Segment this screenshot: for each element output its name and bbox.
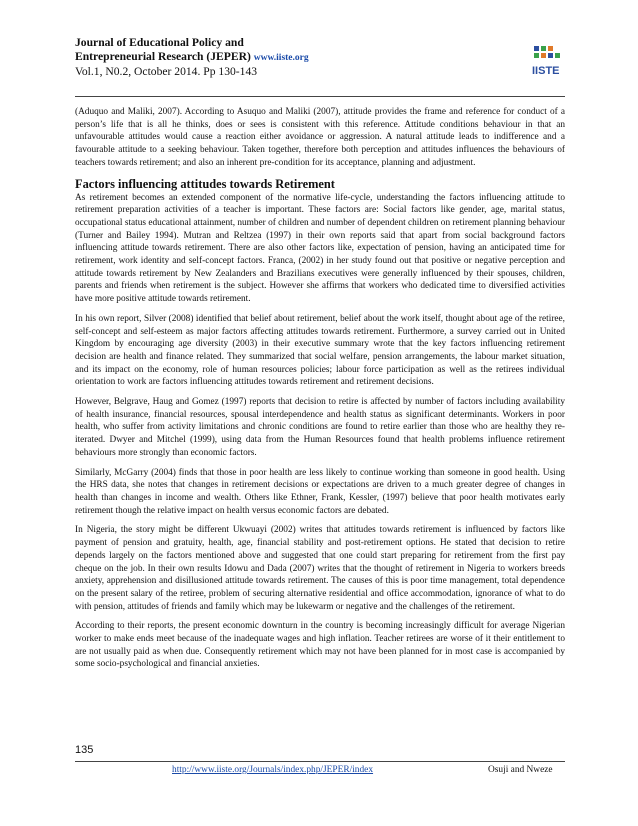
paragraph-silver: In his own report, Silver (2008) identified that belief about retirement, belief about the work itself, thought about age of the retiree, self-concept and self-esteem as major factors affecting attitudes towards retirement. Furthermore, a survey carried out in United Kingdom by encouraging age diversity (2003) in their executive summary wrote that the key factors influencing retirement decision are health and finance related. They summarized that social welfare, pension arrangements, the labour market situation, and its impact on the economy, role of human resources policies; labour force participation as well as the retirees individual orientation to work are factors influencing attitudes towards retirement and retirement decisions. [75,313,565,388]
journal-info [75,36,565,79]
paragraph-intro: (Aduquo and Maliki, 2007). According to Asuquo and Maliki (2007), attitude provides the frame and reference for conduct of a person’s life that is all he thinks, does or sees is consistent with this reference. Attitude conditions behaviour in that an unfavourable attitudes would cause a reaction either avoidance or aggression. A natural attitude leads to indifference and a favourable attitude to a seeking behaviour. Taken together, therefore both perception and attitudes influences the behaviours of teachers towards retirement; and also an inherent pre-condition for its acceptance, planning and adjustment. [75,107,565,168]
article-body [75,106,565,678]
journal-website-link[interactable]: www.iiste.org [253,53,309,63]
section-heading: Factors influencing attitudes towards Retirement [75,176,335,191]
footer-journal-link[interactable]: http://www.iiste.org/Journals/index.php/JEPER/index [172,765,374,775]
paragraph-mcgarry: Similarly, McGarry (2004) finds that those in poor health are less likely to continue working than someone in good health. Using the HRS data, she notes that changes in retirement decisions or expectations are driven to a much greater degree of changes in health than changes in income and wealth. Others like Ethner, Frank, Kessler, (1997) believe that poor health motivates early retirement though the relative impact on health versus economic factors are debated. [75,467,565,516]
paragraph-factors: As retirement becomes an extended component of the normative life-cycle, understanding the factors influencing attitude to retirement preparation activities of a teacher is important. These factors are: Social factors like gender, age, marital status, occupational status educational attainment, number of children and number of dependent children on retirement planning behaviour (Turner and Bailey 1994). Mutran and Reltzea (1997) in their own reports said that apart from social background factors influencing attitude towards retirement. There are also other factors like, expectation of pension, having an anticipated time for retirement, work identity and self-concept factors. Franca, (2002) in her study found out that positive or negative perception and attitude towards retirement by New Zealanders and Brazilians executives were generally influenced by their spouses, children, parents and friends when retirement is the subject. However she affirms that workers who dedicated time to diversified activities have more positive attitude towards retirement. [75,192,565,305]
logo-wordmark: IISTE [532,65,560,77]
journal-title-line1: Journal of Educational Policy and [75,36,244,49]
journal-title-line2: Entrepreneurial Research (JEPER) [75,50,251,63]
journal-volume-line: Vol.1, N0.2, October 2014. Pp 130-143 [75,65,258,78]
paragraph-economic: According to their reports, the present economic downturn in the country is becoming increasingly difficult for average Nigerian worker to make ends meet because of the inadequate wages and high inflation. Teacher retirees are worse of it their entitlement to are not usually paid as when due. Consequently retirement which may not have been planned for in most case is accompanied by some socio-psychological and financial anxieties. [75,621,565,670]
paragraph-nigeria: In Nigeria, the story might be different Ukwuayi (2002) writes that attitudes towards retirement is influenced by factors like payment of pension and gratuity, health, age, financial stability and post-retirement options. He stated that decision to retire depends largely on the factors mentioned above and suggested that one could start preparing for retirement from the first pay cheque on the job. In their own results Idowu and Dada (2007) writes that the thought of retirement in Nigeria to workers breeds anxiety, apprehension and disillusioned attitude towards retirement. The causes of this is poor time management, total dependence on the present salary of the retiree, problem of securing alternative residential and office accommodation, ignorance of what to do with pension, attitudes of friends and family which may be lukewarm or negative and the challenges of the retirement. [75,525,565,612]
page-header [75,36,565,92]
footer-authors: Osuji and Nweze [488,765,553,775]
page-number: 135 [75,744,94,756]
iiste-logo-icon [530,44,566,78]
header-divider [75,96,565,97]
paragraph-belgrave: However, Belgrave, Haug and Gomez (1997) reports that decision to retire is affected by number of factors including availability of health insurance, financial resources, spousal interdependence and health status as significant determinants. Workers in poor health, who suffer from activity limitations and chronic conditions are found to retire earlier than those who are healthy they re-iterated. Dwyer and Mitchel (1999), using data from the Human Resources found that health problems influence retirement behaviours more strongly than economic factors. [75,397,565,458]
footer-divider [75,761,565,762]
